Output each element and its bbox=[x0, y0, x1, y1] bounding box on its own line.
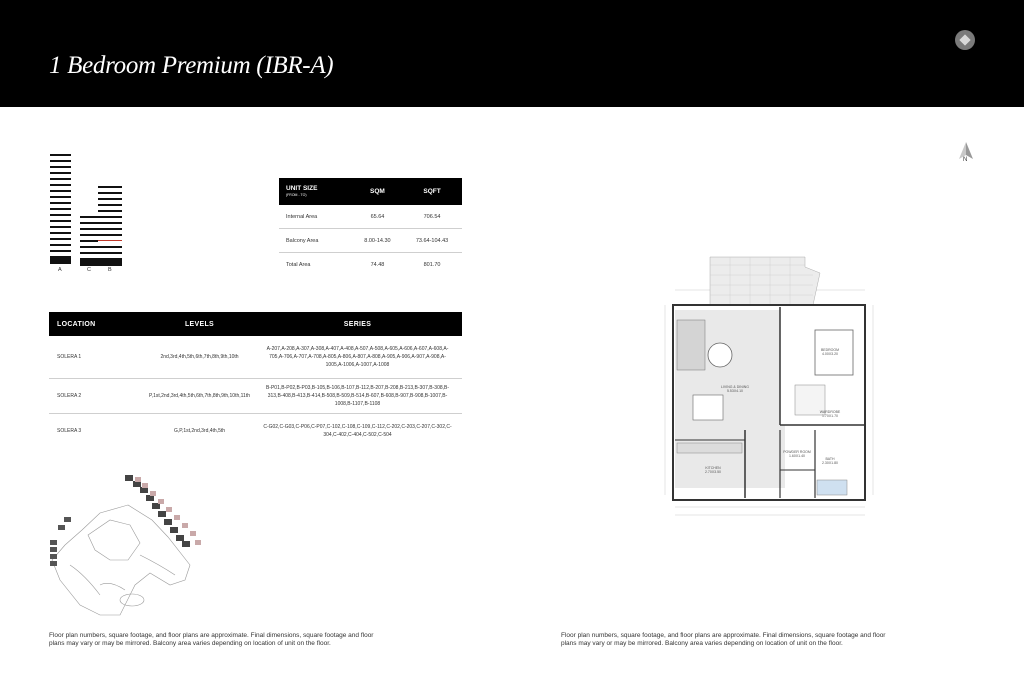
stack-label-b: B bbox=[108, 267, 112, 273]
svg-text:5.53X4.10: 5.53X4.10 bbox=[727, 389, 743, 393]
stack-label-a: A bbox=[58, 267, 62, 273]
svg-text:POWDER ROOM: POWDER ROOM bbox=[783, 450, 811, 454]
floor-plan-drawing bbox=[655, 255, 880, 525]
table-row: Balcony Area 8.00-14.30 73.64-104.43 bbox=[279, 229, 462, 253]
page-title: 1 Bedroom Premium (IBR-A) bbox=[49, 52, 334, 79]
unit-size-table bbox=[279, 178, 462, 276]
table-row: SOLERA 1 2nd,3rd,4th,5th,6th,7th,8th,9th,10th A-207,A-208,A-307,A-308,A-407,A-408,A-507,A-508,A-605,A-606,A-607,A-608,A-705,A-706,A-707,A-708,A-805,A-806,A-807,A-808,A-905,A-906,A-907,A-908,A-1005,A-1006,A-1007,A-1008 bbox=[49, 336, 462, 379]
disclaimer-left: Floor plan numbers, square footage, and floor plans are approximate. Final dimensions, square footage and floor plans may vary or may be mirrored. Balcony area varies depending on location of unit on the floor. bbox=[49, 632, 374, 647]
sqm-header: SQM bbox=[353, 178, 402, 205]
building-stack-c bbox=[80, 216, 98, 266]
table-row: Total Area 74.48 801.70 bbox=[286, 261, 441, 268]
svg-text:BEDROOM: BEDROOM bbox=[820, 348, 840, 352]
sqft-header: SQFT bbox=[402, 178, 462, 205]
compass-north-label: N bbox=[963, 157, 968, 163]
balcony bbox=[710, 257, 820, 305]
svg-text:2.30X1.80: 2.30X1.80 bbox=[822, 461, 838, 465]
building-stack-a bbox=[50, 154, 71, 266]
location-table bbox=[49, 312, 462, 448]
svg-text:4.00X3.20: 4.00X3.20 bbox=[822, 352, 838, 356]
svg-text:1.70X1.70: 1.70X1.70 bbox=[822, 414, 838, 418]
stack-label-c: C bbox=[87, 267, 91, 273]
table-row: Internal Area 65.64 706.54 bbox=[279, 205, 462, 229]
brand-logo-icon bbox=[955, 30, 975, 50]
unit-size-header: UNIT SIZE (FROM - TO) bbox=[279, 178, 353, 205]
series-header: SERIES bbox=[253, 312, 462, 336]
svg-text:WARDROBE: WARDROBE bbox=[819, 410, 841, 414]
levels-header: LEVELS bbox=[146, 312, 253, 336]
table-row: SOLERA 2 P,1st,2nd,3rd,4th,5th,6th,7th,8th,9th,10th,11th B-P01,B-P02,B-P03,B-105,B-106,B-107,B-112,B-207,B-208,B-213,B-307,B-308,B-313,B-408,B-413,B-414,B-508,B-509,B-514,B-607,B-608,B-907,B-908,B-1007,B-1008,B-1107,B-1108 bbox=[49, 379, 462, 414]
site-plan-map bbox=[40, 465, 250, 625]
header-bar bbox=[0, 0, 1024, 107]
location-header: LOCATION bbox=[49, 312, 146, 336]
svg-text:KITCHEN: KITCHEN bbox=[705, 466, 721, 470]
svg-text:2.70X3.50: 2.70X3.50 bbox=[705, 470, 721, 474]
disclaimer-right: Floor plan numbers, square footage, and floor plans are approximate. Final dimensions, square footage and floor plans may vary or may be mirrored. Balcony area varies depending on location of unit on the floor. bbox=[561, 632, 886, 647]
building-stack-b bbox=[98, 186, 122, 266]
table-row: SOLERA 3 G,P,1st,2nd,3rd,4th,5th C-G02,C-G03,C-P06,C-P07,C-102,C-108,C-109,C-112,C-202,C-203,C-207,C-302,C-304,C-402,C-404,C-502,C-504 bbox=[57, 424, 452, 438]
svg-text:1.60X1.40: 1.60X1.40 bbox=[789, 454, 805, 458]
svg-text:BATH: BATH bbox=[825, 457, 835, 461]
svg-text:LIVING & DINING: LIVING & DINING bbox=[720, 385, 750, 389]
